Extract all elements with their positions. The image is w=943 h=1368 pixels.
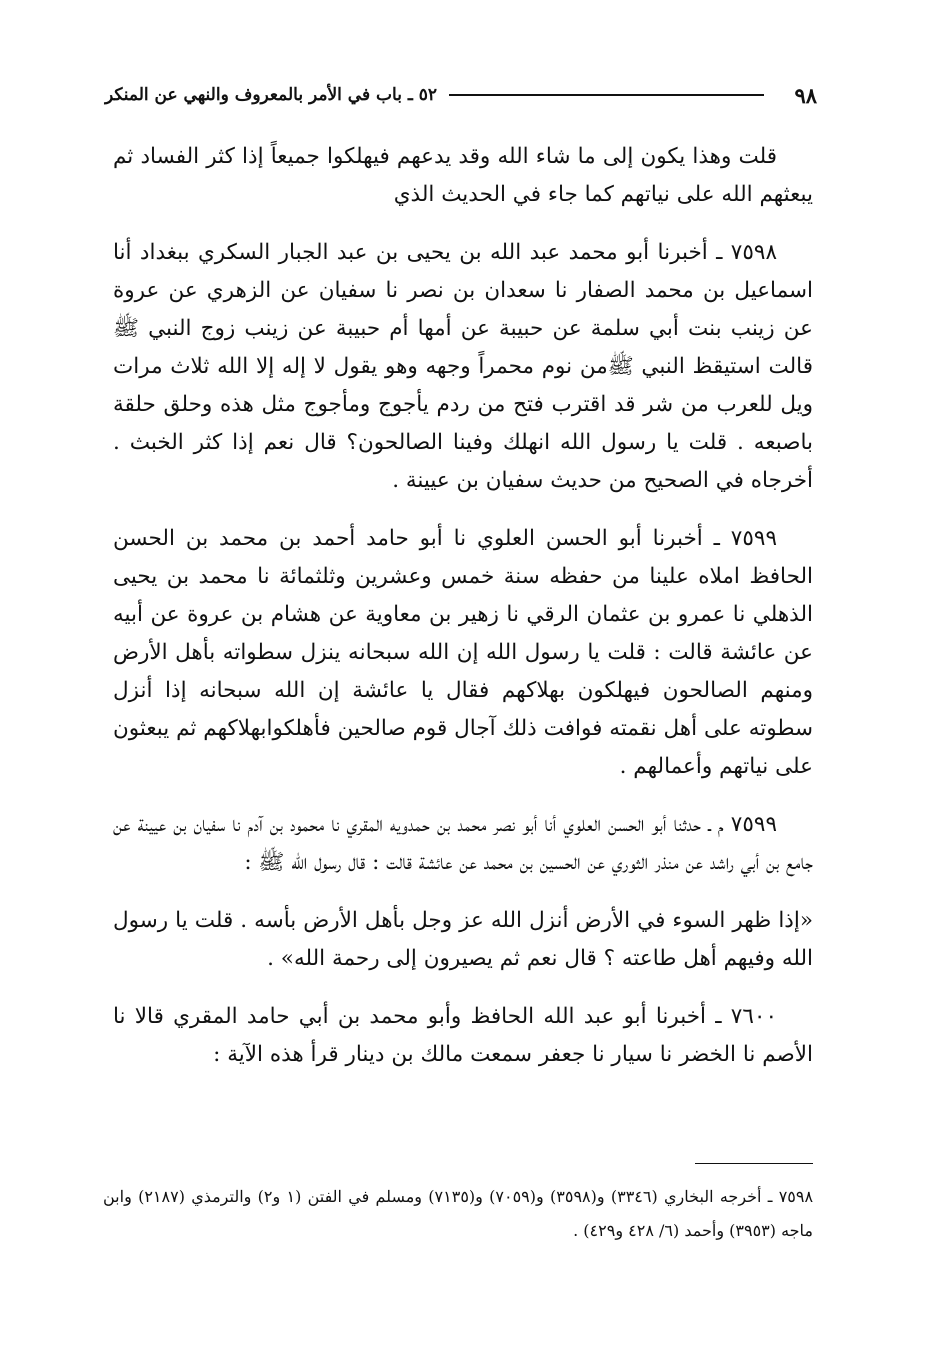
paragraph-hadith-7599m: ٧٥٩٩ م ـ حدثنا أبو الحسن العلوي أنا أبو نصر محمد بن حمدويه المقري نا محمود بن آدم نا سفيان بن عيينة عن جامع بن أبي راشد عن منذر الثوري عن الحسين بن محمد عن عائشة قالت : قال رسول الله ﷺ : [113,812,813,875]
main-text [113,138,813,1094]
paragraph-quote: «إذا ظهر السوء في الأرض أنزل الله عز وجل بأهل الأرض بأسه . قلت يا رسول الله وفيهم أهل طاعته ؟ قال نعم ثم يصيرون إلى رحمة الله» . [113,908,813,971]
header-divider [449,94,764,96]
paragraph-intro: قلت وهذا يكون إلى ما شاء الله وقد يدعهم فيهلكوا جميعاً إذا كثر الفساد ثم يبعثهم الله على نياتهم كما جاء في الحديث الذي [113,144,813,207]
chapter-title: ٥٢ ـ باب في الأمر بالمعروف والنهي عن المنكر [105,85,438,105]
footnote-divider [695,1163,813,1164]
running-header [105,78,817,112]
page-number: ٩٨ [794,82,817,108]
paragraph-hadith-7599: ٧٥٩٩ ـ أخبرنا أبو الحسن العلوي نا أبو حامد أحمد بن محمد بن الحسن الحافظ املاه علينا من حفظه سنة خمس وعشرين وثلثمائة نا محمد بن يحيى الذهلي نا عمرو بن عثمان الرقي نا زهير بن معاوية عن هشام بن عروة عن أبيه عن عائشة قالت : قلت يا رسول الله إن الله سبحانه ينزل سطواته بأهل الأرض ومنهم الصالحون فيهلكون بهلاكهم فقال يا عائشة إن الله سبحانه إذا أنزل سطوته على أهل نقمته فوافت ذلك آجال قوم صالحين فأهلكوابهلاكهم ثم يبعثون على نياتهم وأعمالهم . [113,526,813,779]
footnote: ٧٥٩٨ ـ أخرجه البخاري (٣٣٤٦) و(٣٥٩٨) و(٧٠٥٩) و(٧١٣٥) ومسلم في الفتن (١ و٢) والترمذي (٢١٨٧) وابن ماجه (٣٩٥٣) وأحمد (٦/ ٤٢٨ و٤٢٩) . [103,1187,814,1240]
paragraph-hadith-7600: ٧٦٠٠ ـ أخبرنا أبو عبد الله الحافظ وأبو محمد بن أبي حامد المقري قالا نا الأصم نا الخضر نا سيار نا جعفر سمعت مالك بن دينار قرأ هذه الآية : [113,1004,813,1067]
paragraph-hadith-7598: ٧٥٩٨ ـ أخبرنا أبو محمد عبد الله بن يحيى بن عبد الجبار السكري ببغداد أنا اسماعيل بن محمد الصفار نا سعدان بن نصر نا سفيان عن الزهري عن عروة عن زينب بنت أبي سلمة عن حبيبة عن أمها أم حبيبة عن زينب زوج النبي ﷺ قالت استيقظ النبي ﷺمن نوم محمراً وجهه وهو يقول لا إله إلا الله ثلاث مرات ويل للعرب من شر قد اقترب فتح من ردم يأجوج ومأجوج مثل هذه وحلق حلقة باصبعه . قلت يا رسول الله انهلك وفينا الصالحون؟ قال نعم إذا كثر الخبث . أخرجاه في الصحيح من حديث سفيان بن عيينة . [113,240,813,493]
